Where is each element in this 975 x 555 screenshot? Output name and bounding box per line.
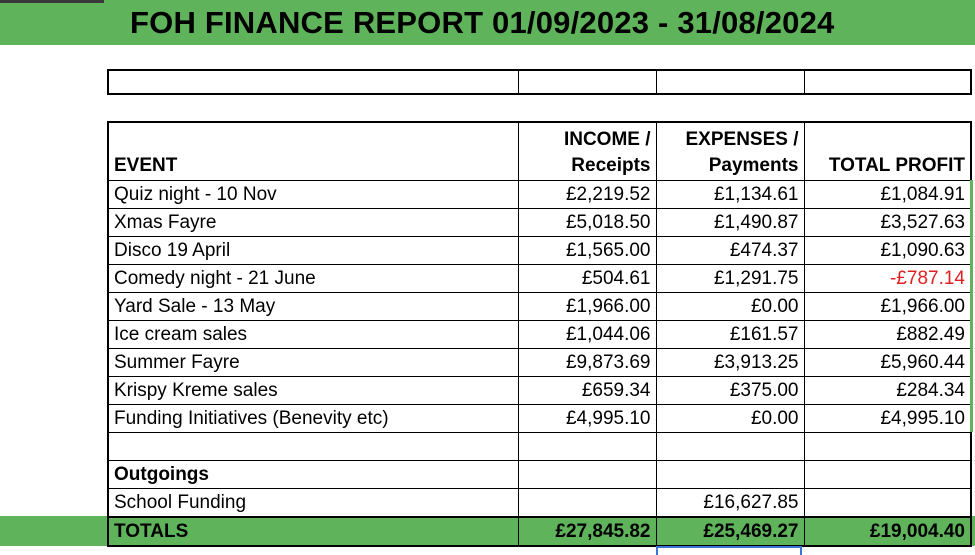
event-cell[interactable]: Krispy Kreme sales — [108, 377, 518, 405]
empty-cell[interactable] — [518, 461, 656, 489]
empty-cell[interactable] — [518, 433, 656, 461]
outgoings-row — [108, 461, 971, 489]
profit-cell[interactable]: £5,960.44 — [804, 349, 971, 377]
header-event-label: EVENT — [114, 155, 178, 176]
table-row — [108, 237, 971, 265]
expenses-cell[interactable]: £161.57 — [656, 321, 804, 349]
income-cell[interactable]: £5,018.50 — [518, 209, 656, 237]
table-row — [108, 181, 971, 209]
event-cell[interactable]: Quiz night - 10 Nov — [108, 181, 518, 209]
profit-cell[interactable]: £1,966.00 — [804, 293, 971, 321]
header-event[interactable] — [108, 122, 518, 181]
profit-cell[interactable]: £882.49 — [804, 321, 971, 349]
event-cell[interactable]: School Funding — [108, 489, 518, 518]
table-row — [108, 405, 971, 433]
profit-cell[interactable]: £1,090.63 — [804, 237, 971, 265]
empty-cell[interactable] — [518, 489, 656, 518]
income-cell[interactable]: £504.61 — [518, 265, 656, 293]
empty-cell[interactable] — [656, 461, 804, 489]
blank-row — [108, 433, 971, 461]
header-expenses-line1: EXPENSES / — [685, 129, 799, 150]
income-cell[interactable]: £659.34 — [518, 377, 656, 405]
event-cell[interactable]: Comedy night - 21 June — [108, 265, 518, 293]
expenses-cell[interactable]: £0.00 — [656, 405, 804, 433]
profit-cell[interactable]: £4,995.10 — [804, 405, 971, 433]
profit-cell-negative[interactable]: -£787.14 — [804, 265, 971, 293]
event-cell[interactable]: Summer Fayre — [108, 349, 518, 377]
expenses-cell[interactable]: £375.00 — [656, 377, 804, 405]
expenses-cell[interactable]: £3,913.25 — [656, 349, 804, 377]
header-row — [108, 122, 971, 181]
header-income[interactable] — [518, 122, 656, 181]
empty-cell[interactable] — [804, 489, 971, 518]
header-profit[interactable] — [804, 122, 971, 181]
empty-row — [108, 70, 971, 94]
totals-income[interactable]: £27,845.82 — [518, 517, 656, 546]
income-cell[interactable]: £9,873.69 — [518, 349, 656, 377]
empty-cell[interactable] — [656, 70, 804, 94]
table-row — [108, 377, 971, 405]
totals-row — [108, 517, 971, 546]
expenses-cell[interactable]: £1,134.61 — [656, 181, 804, 209]
empty-cell[interactable] — [804, 433, 971, 461]
green-column-edge — [970, 180, 973, 432]
expenses-cell[interactable]: £16,627.85 — [656, 489, 804, 518]
expenses-cell[interactable]: £474.37 — [656, 237, 804, 265]
totals-label[interactable]: TOTALS — [108, 517, 518, 546]
header-expenses-line2: Payments — [708, 155, 799, 176]
header-income-line1: INCOME / — [563, 129, 651, 150]
empty-cell[interactable] — [108, 70, 518, 94]
profit-cell[interactable]: £1,084.91 — [804, 181, 971, 209]
cell-selection-box[interactable] — [656, 546, 802, 555]
event-cell[interactable]: Yard Sale - 13 May — [108, 293, 518, 321]
income-cell[interactable]: £1,966.00 — [518, 293, 656, 321]
table-row — [108, 265, 971, 293]
empty-cell[interactable] — [656, 433, 804, 461]
empty-table — [107, 69, 972, 95]
table-row — [108, 349, 971, 377]
table-row — [108, 321, 971, 349]
outgoings-label[interactable]: Outgoings — [108, 461, 518, 489]
school-funding-row — [108, 489, 971, 518]
empty-cell[interactable] — [518, 70, 656, 94]
header-profit-label: TOTAL PROFIT — [828, 155, 965, 176]
window-edge — [0, 0, 104, 3]
profit-cell[interactable]: £3,527.63 — [804, 209, 971, 237]
totals-expenses[interactable]: £25,469.27 — [656, 517, 804, 546]
totals-table — [107, 516, 972, 547]
report-title: FOH FINANCE REPORT 01/09/2023 - 31/08/2024 — [130, 5, 835, 40]
header-income-line2: Receipts — [571, 155, 651, 176]
income-cell[interactable]: £1,044.06 — [518, 321, 656, 349]
event-cell[interactable]: Ice cream sales — [108, 321, 518, 349]
empty-cell[interactable] — [108, 433, 518, 461]
finance-table — [107, 121, 972, 518]
table-row — [108, 209, 971, 237]
event-cell[interactable]: Xmas Fayre — [108, 209, 518, 237]
income-cell[interactable]: £2,219.52 — [518, 181, 656, 209]
expenses-cell[interactable]: £1,490.87 — [656, 209, 804, 237]
empty-cell[interactable] — [804, 70, 971, 94]
event-cell[interactable]: Disco 19 April — [108, 237, 518, 265]
income-cell[interactable]: £1,565.00 — [518, 237, 656, 265]
header-expenses[interactable] — [656, 122, 804, 181]
expenses-cell[interactable]: £0.00 — [656, 293, 804, 321]
expenses-cell[interactable]: £1,291.75 — [656, 265, 804, 293]
income-cell[interactable]: £4,995.10 — [518, 405, 656, 433]
empty-cell[interactable] — [804, 461, 971, 489]
totals-profit[interactable]: £19,004.40 — [804, 517, 971, 546]
table-row — [108, 293, 971, 321]
event-cell[interactable]: Funding Initiatives (Benevity etc) — [108, 405, 518, 433]
profit-cell[interactable]: £284.34 — [804, 377, 971, 405]
